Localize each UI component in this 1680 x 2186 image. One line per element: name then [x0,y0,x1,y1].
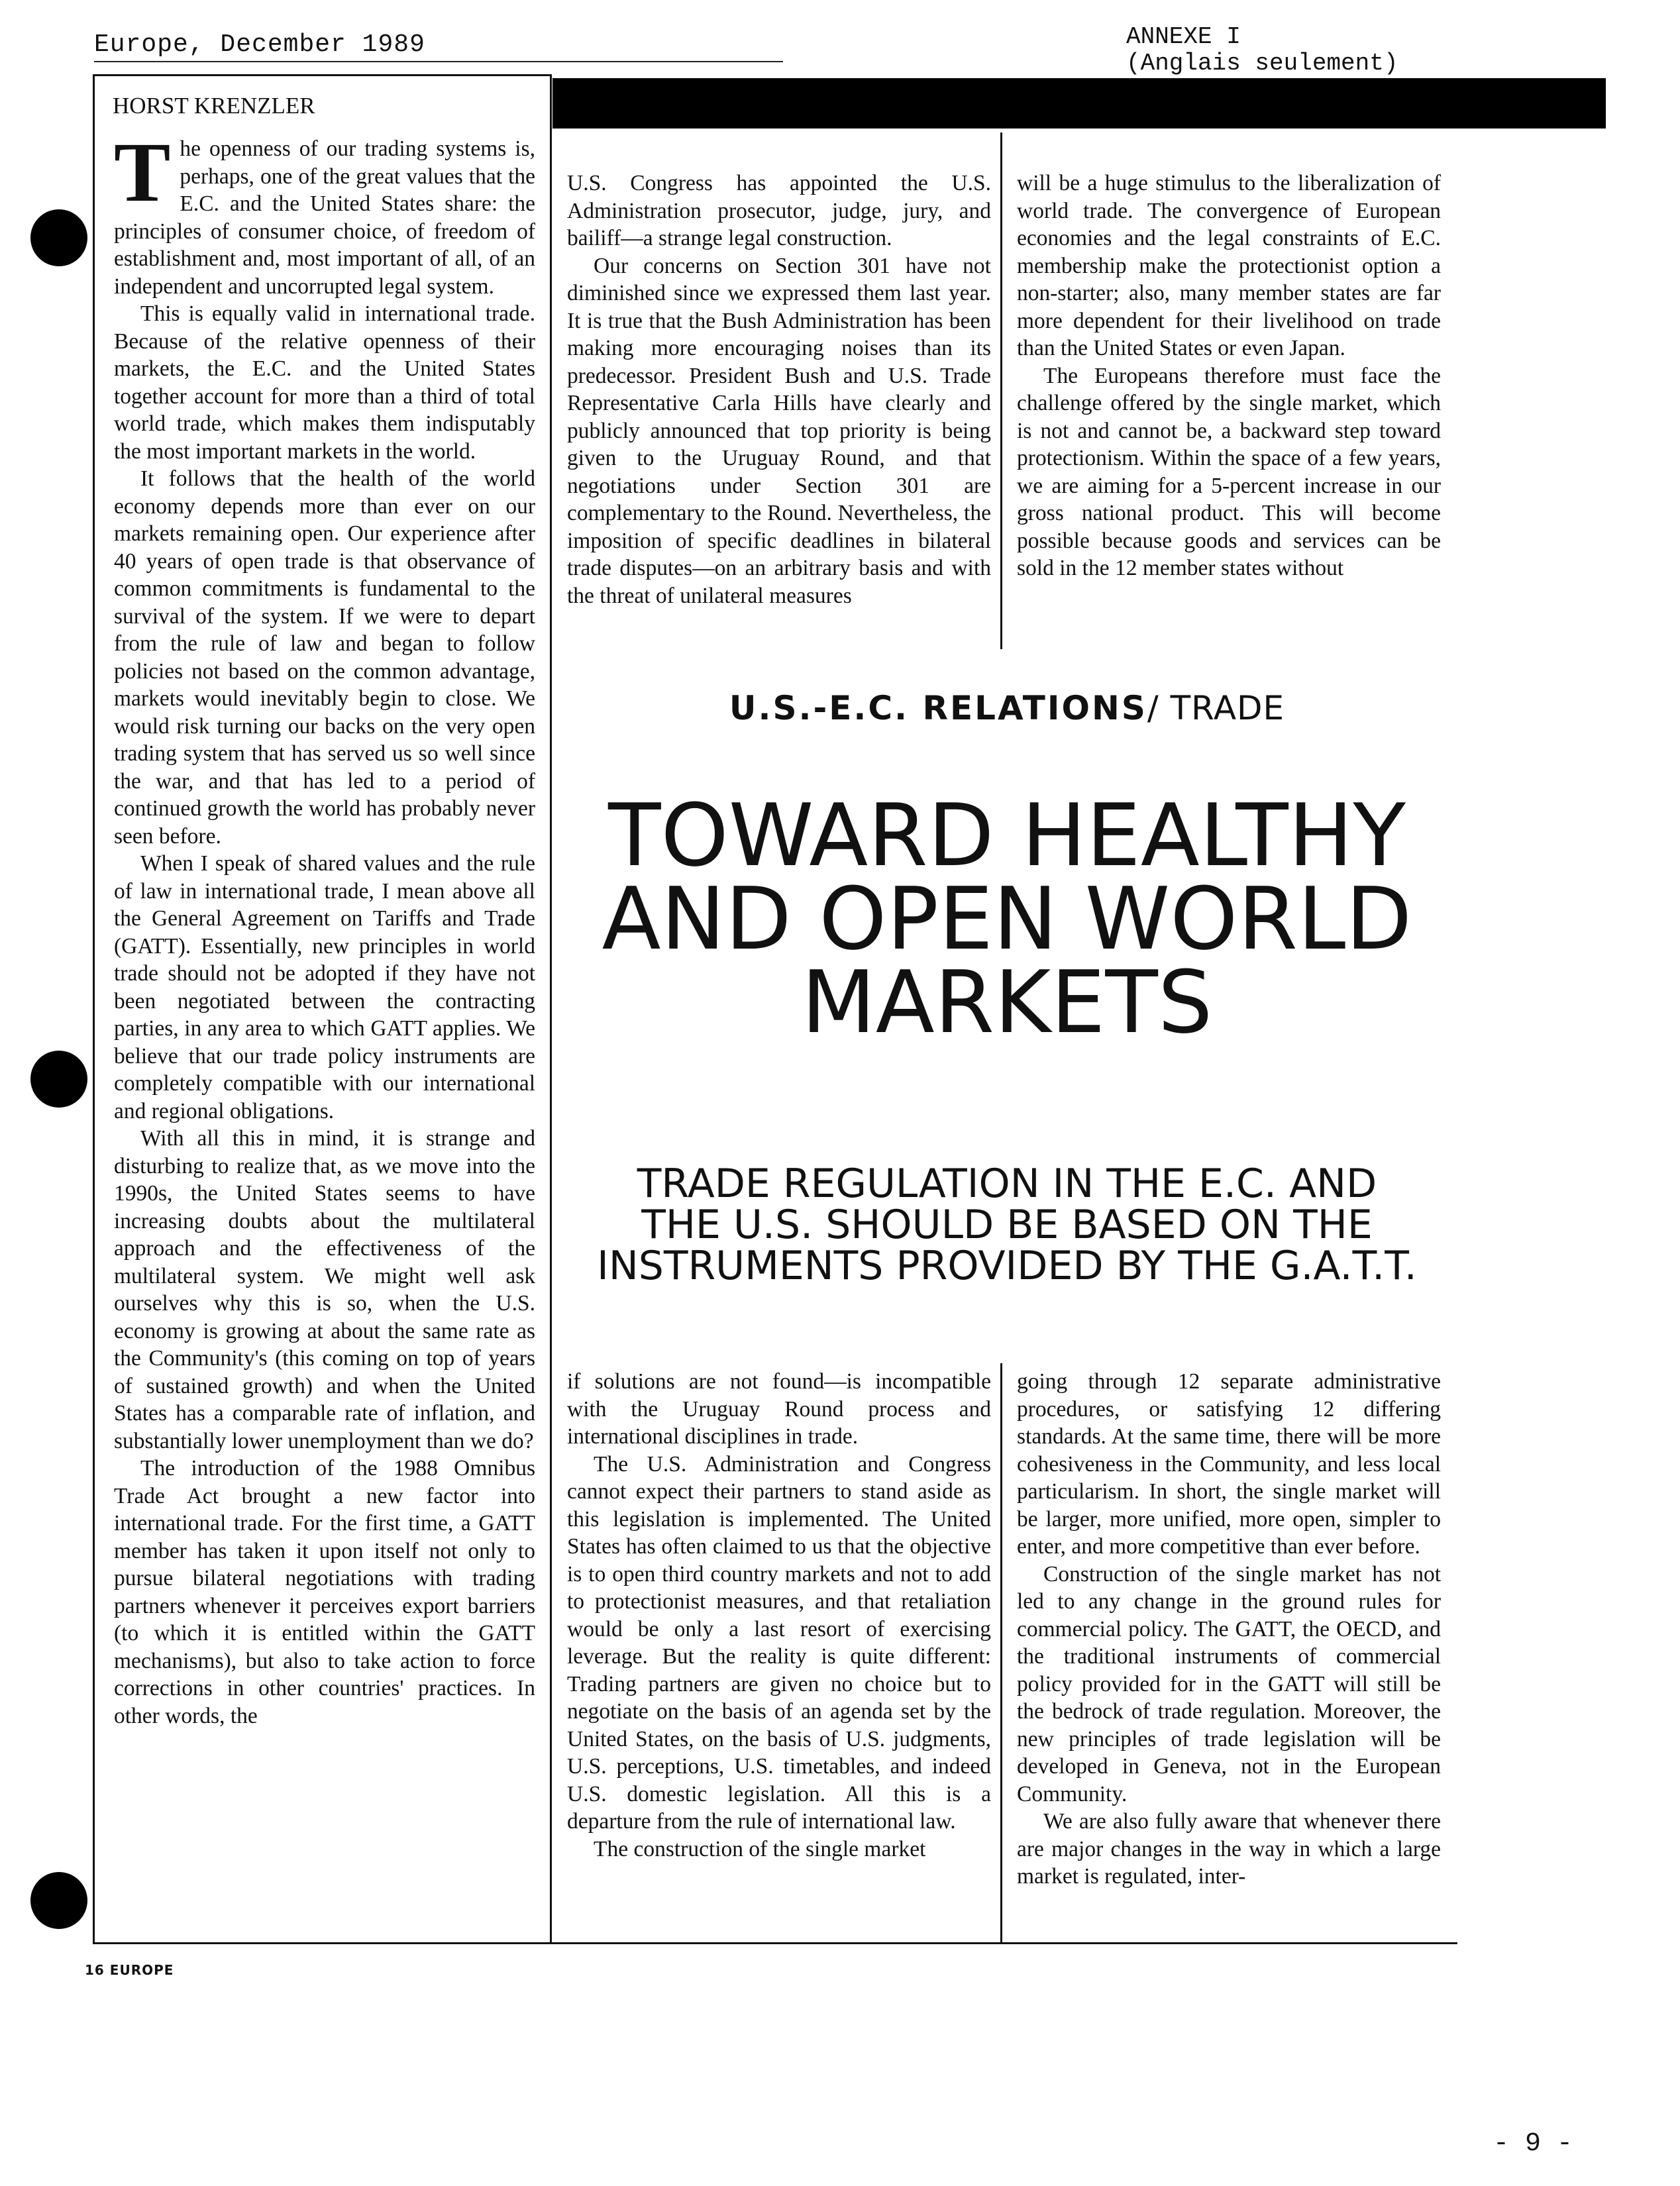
punch-hole [30,209,87,266]
article-column-1 [114,125,535,1730]
article-paragraph: The openness of our trading systems is, perhaps, one of the great values that the E.C. and the United States share: the principles of consumer choice, of freedom of establishment and, most important of all, of an independent and uncorrupted legal system. [114,125,535,299]
article-paragraph: The construction of the single market [594,1836,926,1861]
article-paragraph: Construction of the single market has not led to any change in the ground rules for commercial policy. The GATT, the OECD, and the traditional instruments of commercial policy provided for in the GATT will still be the bedrock of trade regulation. Moreover, the new principles of trade legislation will be developed in Geneva, not in the European Community. [1017,1561,1441,1806]
subhead-line: THE U.S. SHOULD BE BASED ON THE [641,1202,1373,1248]
black-header-bar [552,78,1606,129]
header-rule [94,61,783,62]
article-paragraph: U.S. Congress has appointed the U.S. Administration prosecutor, judge, jury, and bailiff—a strange legal construction. [567,171,991,250]
column-divider-1 [550,74,552,1944]
subhead-line: INSTRUMENTS PROVIDED BY THE G.A.T.T. [597,1243,1417,1289]
article-column-2-bottom [567,1368,991,1863]
column-divider-2-top [1000,132,1002,649]
headline-line: TOWARD HEALTHY [608,785,1406,886]
headline-line: AND OPEN WORLD [602,868,1412,969]
kicker-topic: U.S.-E.C. RELATIONS [729,689,1147,727]
column-divider-2-bottom [1000,1363,1002,1942]
frame-bottom-rule [93,1942,1457,1944]
frame-top-rule [93,74,551,76]
article-paragraph: When I speak of shared values and the rule of law in international trade, I mean above all the General Agreement on Tariffs and Trade (GATT). Essentially, new principles in world trade should not be adopted if they have not been negotiated between the contracting parties, in any area to which GATT applies. We believe that our trade policy instruments are completely compatible with our international and regional obligations. [114,851,535,1123]
article-column-3-bottom [1017,1368,1441,1891]
article-paragraph: It follows that the health of the world economy depends more than ever on our markets remaining open. Our experience after 40 years of open trade is that observance of common commitments is fundamental to the survival of the system. If we were to depart from the rule of law and began to follow policies not based on the common advantage, markets would inevitably begin to close. We would risk turning our backs on the very open trading system that has served us so well since the war, and that has led to a period of continued growth the world has probably never seen before. [114,466,535,849]
subhead-line: TRADE REGULATION IN THE E.C. AND [637,1161,1377,1207]
article-column-3-top [1017,170,1441,582]
drop-cap: T [114,125,171,219]
article-column-2-top [567,170,991,609]
annex-label: ANNEXE I [1126,23,1241,50]
article-subheadline [570,1161,1444,1289]
article-paragraph: The Europeans therefore must face the challenge offered by the single market, which is not and cannot be, a backward step toward protectionism. Within the space of a few years, we are aiming for a 5-percent increase in our gross national product. This will become possible because goods and services can be sold in the 12 member states without [1017,363,1441,580]
headline-line: MARKETS [801,952,1213,1053]
article-paragraph: going through 12 separate administrative procedures, or satisfying 12 differing standards. At the same time, there will be more cohesiveness in the Community, and less local particularism. In short, the single market will be larger, more unified, more open, simpler to enter, and more competitive than ever before. [1017,1369,1441,1559]
article-paragraph: We are also fully aware that whenever there are major changes in the way in which a large market is regulated, inter- [1017,1809,1441,1889]
header-annex [1126,24,1398,77]
punch-hole [30,1872,87,1929]
section-kicker [570,689,1444,727]
header-publication: Europe, December 1989 [94,30,425,59]
article-paragraph: This is equally valid in international trade. Because of the relative openness of their markets, the E.C. and the United States together account for more than a third of total world trade, which makes them indisputably the most important markets in the world. [114,301,535,464]
article-paragraph: With all this in mind, it is strange and disturbing to realize that, as we move into the 1990s, the United States seems to have increasing doubts about the multilateral approach and the effectiveness of the multilateral system. We might well ask ourselves why this is so, when the U.S. economy is growing at about the same rate as the Community's (this coming on top of years of sustained growth) and when the United States has a comparable rate of inflation, and substantially lower unemployment than we do? [114,1126,535,1453]
page-number: - 9 - [1493,2129,1573,2159]
article-headline [570,785,1444,1053]
article-paragraph: Our concerns on Section 301 have not diminished since we expressed them last year. It is true that the Bush Administration has been making more encouraging noises than its predecessor. President Bush and U.S. Trade Representative Carla Hills have clearly and publicly announced that top priority is being given to the Uruguay Round, and that negotiations under Section 301 are complementary to the Round. Nevertheless, the imposition of specific deadlines in bilateral trade disputes—on an arbitrary basis and with the threat of unilateral measures [567,253,991,608]
annex-language-note: (Anglais seulement) [1126,50,1398,77]
punch-hole [30,1051,87,1108]
article-paragraph: if solutions are not found—is incompatible with the Uruguay Round process and international disciplines in trade. [567,1369,991,1449]
article-paragraph: The U.S. Administration and Congress cannot expect their partners to stand aside as this legislation is implemented. The United States has often claimed to us that the objective is to open third country markets and not to add to protectionist measures, and that retaliation would be only a last resort of exercising leverage. But the reality is quite different: Trading partners are given no choice but to negotiate on the basis of an agenda set by the United States, on the basis of U.S. judgments, U.S. perceptions, U.S. timetables, and indeed U.S. domestic legislation. All this is a departure from the rule of international law. [567,1451,991,1834]
author-byline: HORST KRENZLER [113,93,315,119]
article-paragraph: will be a huge stimulus to the liberalization of world trade. The convergence of European economies and the legal constraints of E.C. membership make the protectionist option a non-starter; also, many member states are far more dependent for their livelihood on trade than the United States or even Japan. [1017,171,1441,360]
article-paragraph: The introduction of the 1988 Omnibus Trade Act brought a new factor into international trade. For the first time, a GATT member has taken it upon itself not only to pursue bilateral negotiations with trading partners whenever it perceives export barriers (to which it is entitled within the GATT mechanisms), but also to take action to force corrections in other countries' practices. In other words, the [114,1456,535,1728]
frame-left-rule [93,74,95,1944]
kicker-section: / TRADE [1147,689,1285,727]
page-footer: 16 EUROPE [85,1962,174,1978]
